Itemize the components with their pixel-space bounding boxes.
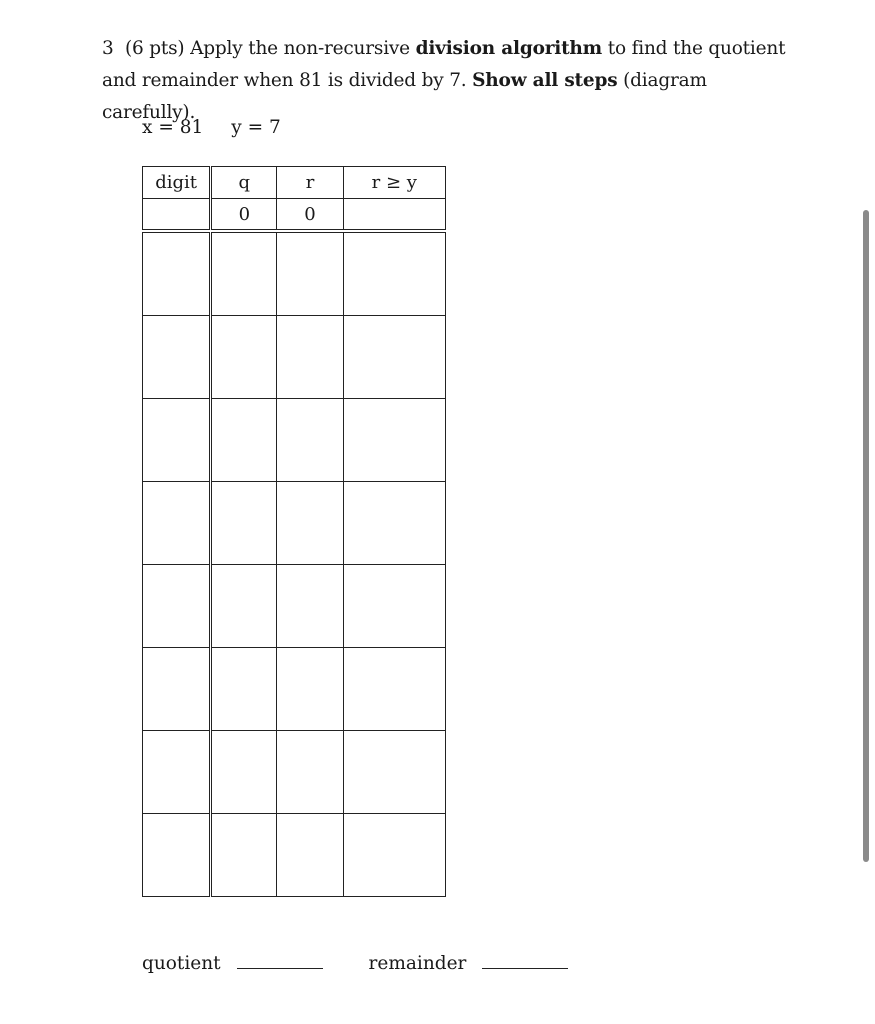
var-x: x = 81 [142,117,204,138]
step-digit-cell[interactable] [143,731,211,814]
step-q-cell[interactable] [211,316,277,399]
step-r-cell[interactable] [277,648,343,731]
quotient-label: quotient [142,953,221,974]
step-q-cell[interactable] [211,731,277,814]
header-r-ge-y: r ≥ y [343,167,445,199]
step-digit-cell[interactable] [143,648,211,731]
step-compare-cell[interactable] [343,482,445,565]
remainder-blank[interactable] [482,950,568,969]
step-row [143,565,446,648]
step-compare-cell[interactable] [343,316,445,399]
step-compare-cell[interactable] [343,731,445,814]
step-digit-cell[interactable] [143,482,211,565]
remainder-label: remainder [368,953,467,974]
step-digit-cell[interactable] [143,399,211,482]
step-digit-cell[interactable] [143,814,211,897]
initial-compare-cell [343,199,445,230]
problem-number: 3 [102,38,114,59]
step-row [143,648,446,731]
step-digit-cell[interactable] [143,565,211,648]
step-q-cell[interactable] [211,814,277,897]
variable-definitions [142,114,281,142]
step-r-cell[interactable] [277,482,343,565]
problem-text-before: Apply the non-recursive [190,38,410,59]
step-r-cell[interactable] [277,233,343,316]
step-digit-cell[interactable] [143,316,211,399]
problem-bold-show-steps: Show all steps [472,70,618,91]
problem-bold-algorithm: division algorithm [415,38,603,59]
initial-row [143,199,446,230]
header-row [143,167,446,199]
step-compare-cell[interactable] [343,399,445,482]
step-r-cell[interactable] [277,565,343,648]
quotient-blank[interactable] [237,950,323,969]
scrollbar-thumb[interactable] [863,210,869,862]
step-compare-cell[interactable] [343,814,445,897]
step-row [143,399,446,482]
step-q-cell[interactable] [211,482,277,565]
step-row [143,814,446,897]
step-q-cell[interactable] [211,399,277,482]
step-row [143,233,446,316]
step-row [143,316,446,399]
header-q: q [211,167,277,199]
algorithm-header-table [142,166,446,230]
step-digit-cell[interactable] [143,233,211,316]
initial-digit-cell [143,199,211,230]
step-q-cell[interactable] [211,233,277,316]
step-q-cell[interactable] [211,648,277,731]
step-r-cell[interactable] [277,731,343,814]
header-digit: digit [143,167,211,199]
step-row [143,731,446,814]
algorithm-steps-table [142,232,446,897]
var-y: y = 7 [231,117,281,138]
problem-points: (6 pts) [124,38,185,59]
initial-q-cell: 0 [211,199,277,230]
header-r: r [277,167,343,199]
problem-text-mid: to find the quotient and remainder when 81 is divided by 7. [102,38,786,91]
step-r-cell[interactable] [277,316,343,399]
step-compare-cell[interactable] [343,648,445,731]
answer-line [142,950,568,977]
step-r-cell[interactable] [277,399,343,482]
step-row [143,482,446,565]
step-r-cell[interactable] [277,814,343,897]
step-q-cell[interactable] [211,565,277,648]
initial-r-cell: 0 [277,199,343,230]
problem-text-after: (diagram carefully). [102,70,707,123]
step-compare-cell[interactable] [343,233,445,316]
step-compare-cell[interactable] [343,565,445,648]
